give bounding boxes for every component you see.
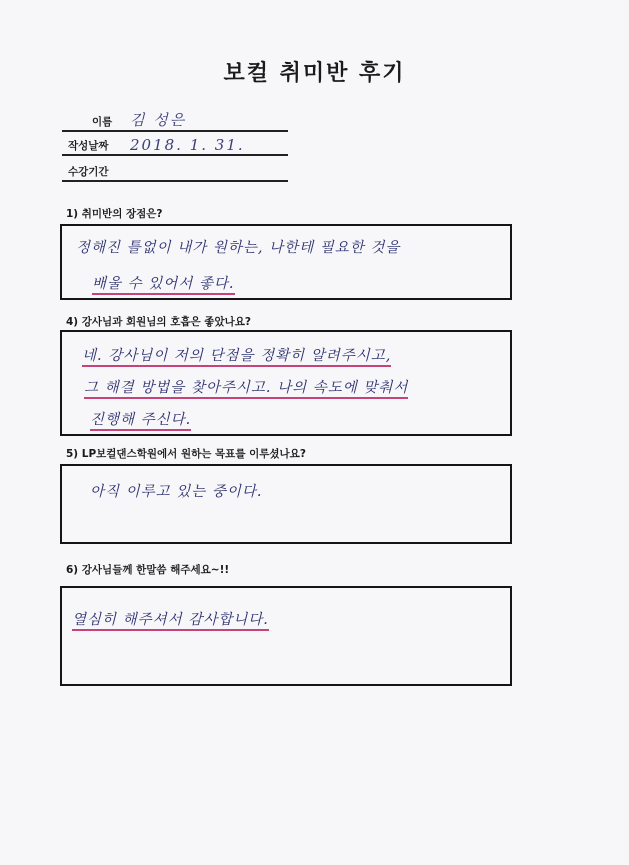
answer-box-5: [60, 464, 512, 544]
date-row: [62, 134, 288, 156]
date-underline: [62, 154, 288, 156]
page-title: 보컬 취미반 후기: [223, 61, 406, 86]
answer-box-6: [60, 586, 512, 686]
answer-4-line-1: 네. 강사님이 저의 단점을 정확히 알려주시고,: [82, 344, 391, 365]
answer-1-line-1: 정해진 틀없이 내가 원하는, 나한테 필요한 것을: [76, 240, 401, 256]
question-1-label: 1) 취미반의 장점은?: [66, 208, 163, 220]
question-4-label: 4) 강사님과 회원님의 호흡은 좋았나요?: [66, 316, 251, 328]
name-underline: [62, 130, 288, 132]
question-5-label: 5) LP보컬댄스학원에서 원하는 목표를 이루셨나요?: [66, 448, 306, 460]
answer-box-1: [60, 224, 512, 300]
name-value: 김 성은: [130, 111, 187, 129]
answer-5-line-1: 아직 이루고 있는 중이다.: [90, 484, 263, 500]
period-underline: [62, 180, 288, 182]
period-label: 수강기간: [68, 166, 109, 178]
date-value: 2018. 1. 31.: [130, 136, 245, 154]
period-row: [62, 160, 288, 182]
name-label: 이름: [92, 116, 113, 128]
question-6-label: 6) 강사님들께 한말씀 해주세요~!!: [66, 564, 230, 576]
answer-1-line-2: 배울 수 있어서 좋다.: [92, 272, 235, 293]
answer-4-line-3: 진행해 주신다.: [90, 408, 191, 429]
answer-box-4: [60, 330, 512, 436]
answer-4-line-2: 그 해결 방법을 찾아주시고. 나의 속도에 맞춰서: [84, 376, 408, 397]
name-row: [62, 110, 288, 132]
date-label: 작성날짜: [68, 140, 109, 152]
answer-6-line-1: 열심히 해주셔서 감사합니다.: [72, 608, 269, 629]
